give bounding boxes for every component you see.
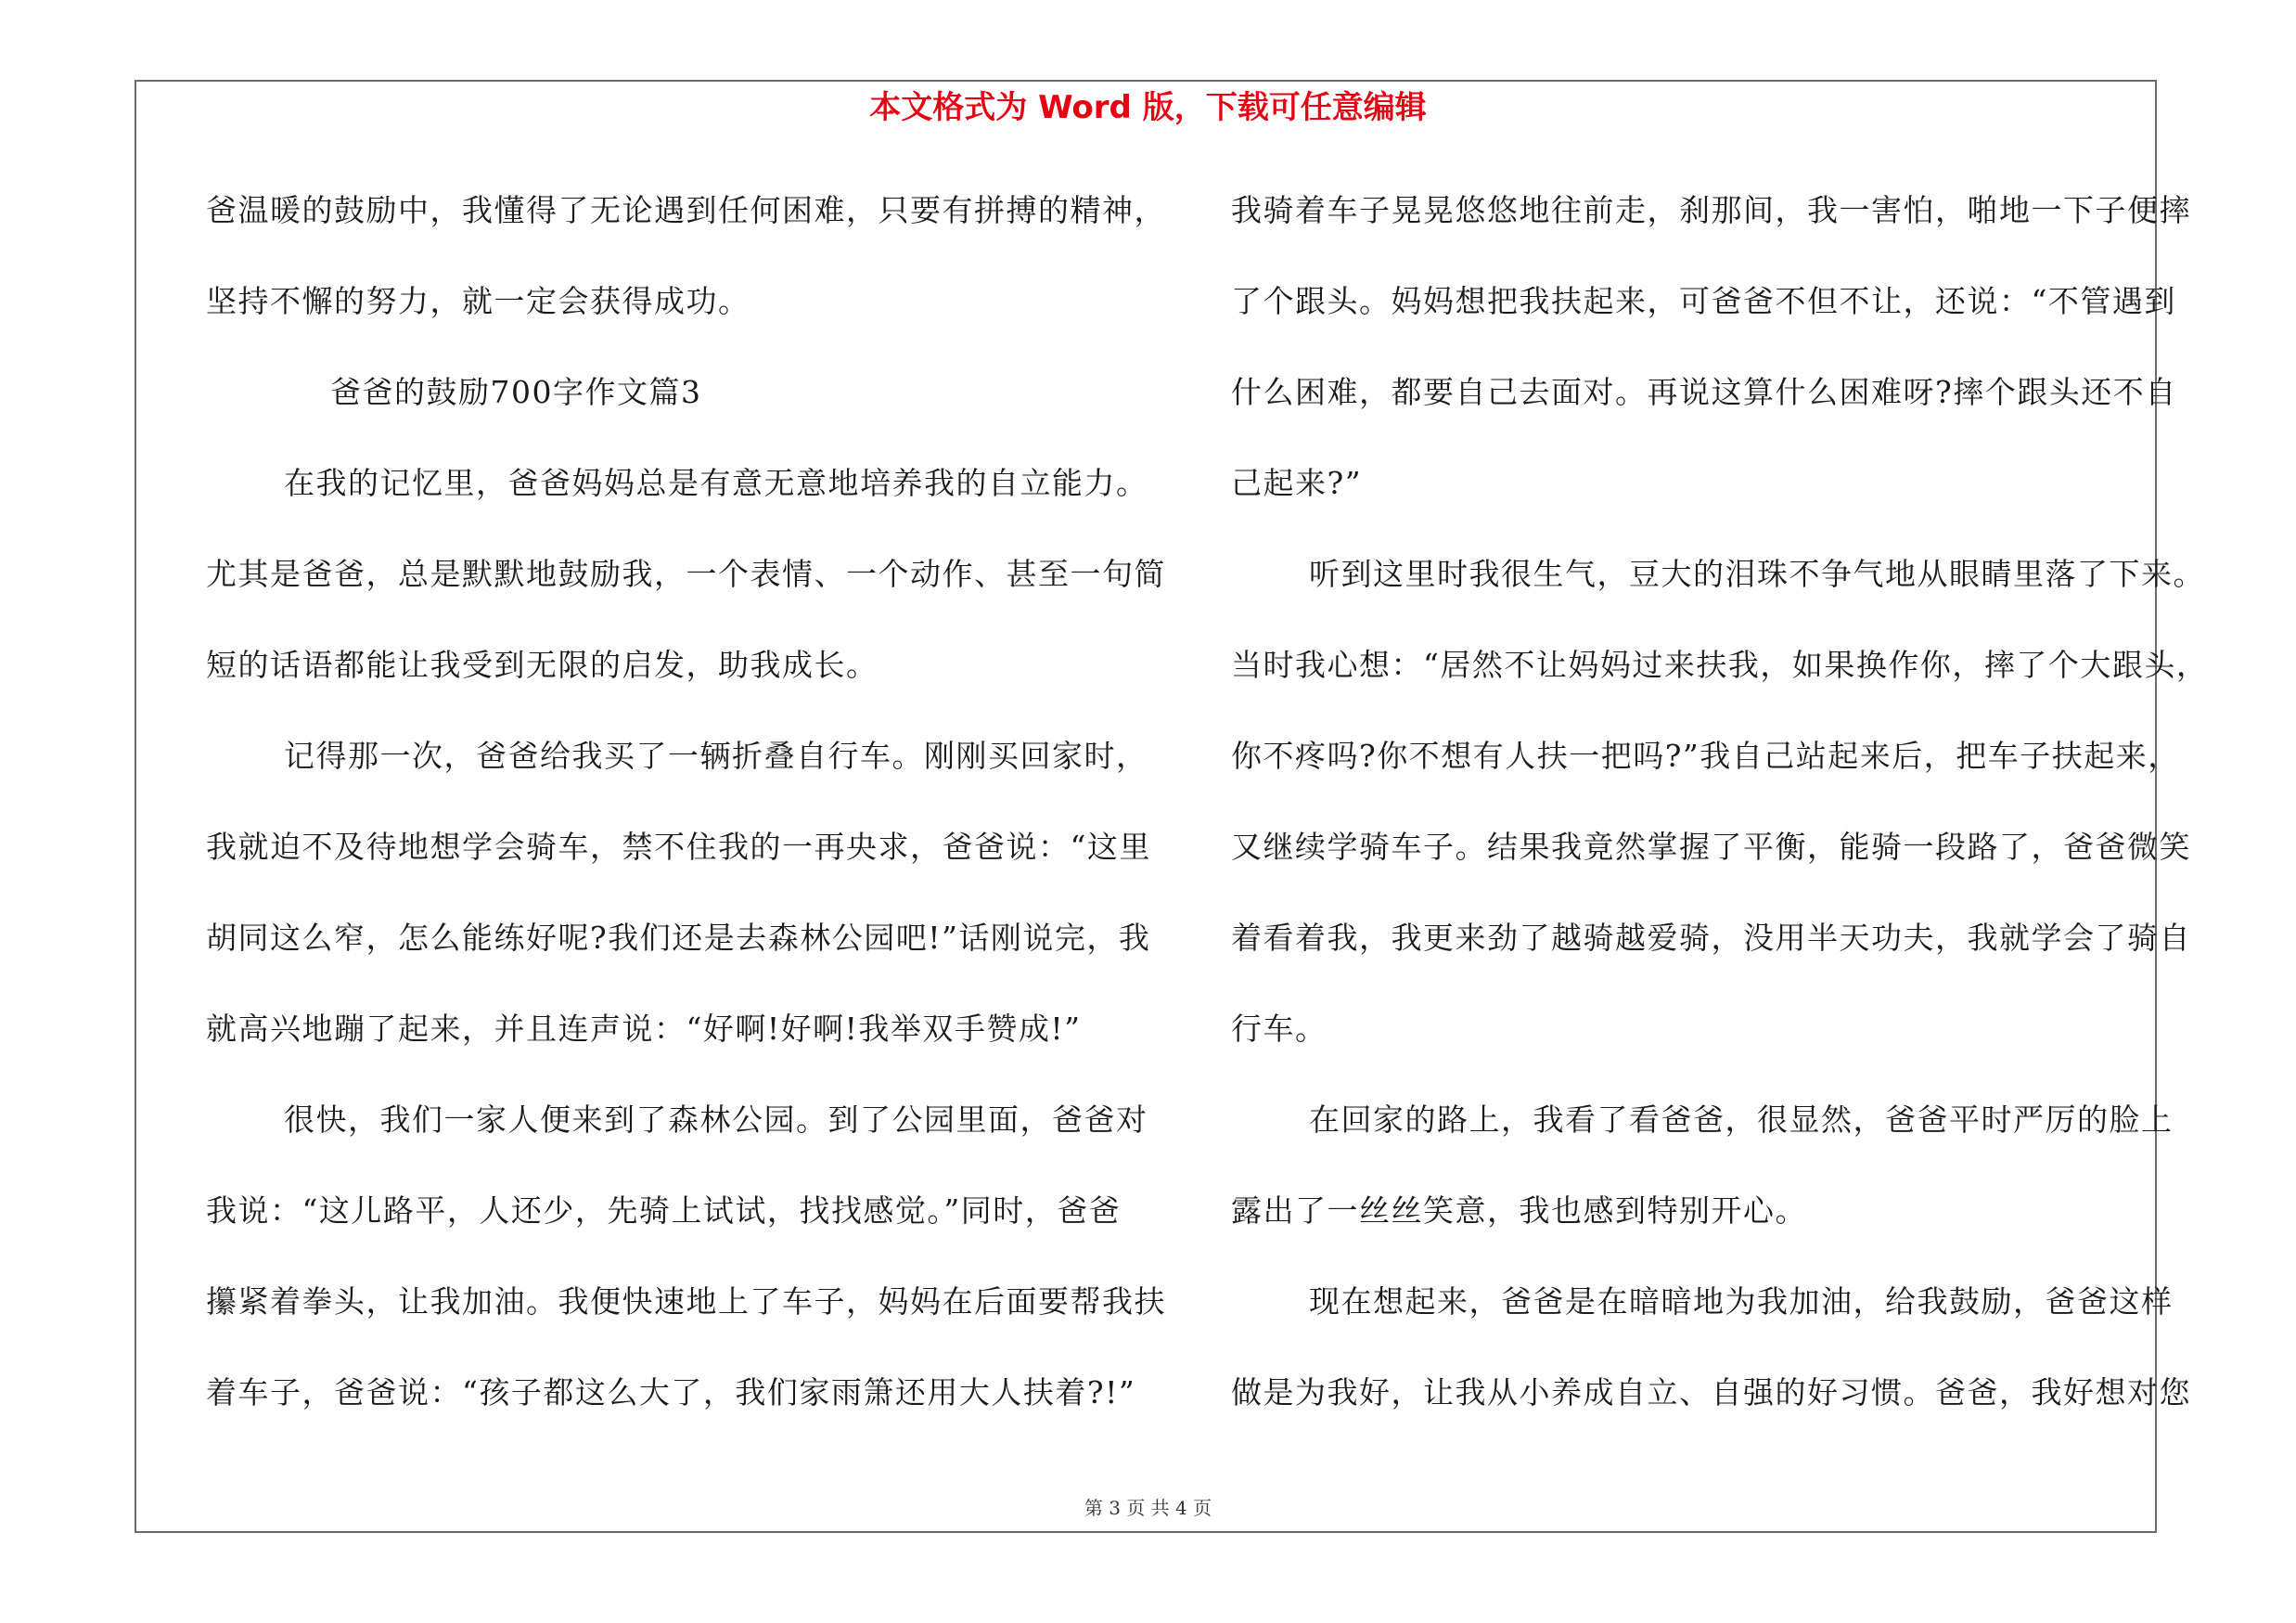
- body-line: 着车子，爸爸说：“孩子都这么大了，我们家雨箫还用大人扶着?!”: [206, 1374, 1136, 1410]
- body-line: 就高兴地蹦了起来，并且连声说：“好啊!好啊!我举双手赞成!”: [206, 1011, 1082, 1047]
- body-line: 胡同这么窄，怎么能练好呢?我们还是去森林公园吧!”话刚说完，我: [206, 920, 1151, 956]
- paragraph-start-line: 在回家的路上，我看了看爸爸，很显然，爸爸平时严厉的脸上: [1309, 1101, 2174, 1138]
- body-line: 我骑着车子晃晃悠悠地往前走，刹那间，我一害怕，啪地一下子便摔: [1231, 192, 2191, 228]
- body-line: 做是为我好，让我从小养成自立、自强的好习惯。爸爸，我好想对您: [1231, 1374, 2191, 1410]
- paragraph-start-line: 在我的记忆里，爸爸妈妈总是有意无意地培养我的自立能力。: [284, 465, 1148, 501]
- body-line: 又继续学骑车子。结果我竟然掌握了平衡，能骑一段路了，爸爸微笑: [1231, 829, 2191, 865]
- body-line: 攥紧着拳头，让我加油。我便快速地上了车子，妈妈在后面要帮我扶: [206, 1283, 1166, 1320]
- body-line: 我就迫不及待地想学会骑车，禁不住我的一再央求，爸爸说：“这里: [206, 829, 1151, 865]
- body-line: 什么困难，都要自己去面对。再说这算什么困难呀?摔个跟头还不自: [1231, 374, 2177, 410]
- body-line: 短的话语都能让我受到无限的启发，助我成长。: [206, 647, 879, 683]
- body-line: 着看着我，我更来劲了越骑越爱骑，没用半天功夫，我就学会了骑自: [1231, 920, 2191, 956]
- paragraph-start-line: 现在想起来，爸爸是在暗暗地为我加油，给我鼓励，爸爸这样: [1309, 1283, 2174, 1320]
- body-line: 爸温暖的鼓励中，我懂得了无论遇到任何困难，只要有拼搏的精神，: [206, 192, 1166, 228]
- body-line: 你不疼吗?你不想有人扶一把吗?”我自己站起来后，把车子扶起来，: [1231, 738, 2180, 774]
- format-notice-banner: 本文格式为 Word 版，下载可任意编辑: [869, 89, 1427, 126]
- body-line: 了个跟头。妈妈想把我扶起来，可爸爸不但不让，还说：“不管遇到: [1231, 283, 2176, 319]
- section-heading: 爸爸的鼓励700字作文篇3: [330, 374, 702, 410]
- body-line: 坚持不懈的努力，就一定会获得成功。: [206, 283, 750, 319]
- paragraph-start-line: 听到这里时我很生气，豆大的泪珠不争气地从眼睛里落了下来。: [1309, 556, 2205, 592]
- left-text-column: [206, 183, 1166, 1456]
- body-line: 己起来?”: [1231, 465, 1363, 501]
- page-number-footer: 第 3 页 共 4 页: [1084, 1497, 1212, 1519]
- body-line: 露出了一丝丝笑意，我也感到特别开心。: [1231, 1192, 1807, 1229]
- body-line: 当时我心想：“居然不让妈妈过来扶我，如果换作你，摔了个大跟头，: [1231, 647, 2209, 683]
- body-line: 行车。: [1231, 1011, 1328, 1047]
- body-line: 尤其是爸爸，总是默默地鼓励我，一个表情、一个动作、甚至一句简: [206, 556, 1166, 592]
- body-line: 我说：“这儿路平，人还少，先骑上试试，找找感觉。”同时，爸爸: [206, 1192, 1122, 1229]
- right-text-column: [1231, 183, 2209, 1456]
- paragraph-start-line: 记得那一次，爸爸给我买了一辆折叠自行车。刚刚买回家时，: [284, 738, 1148, 774]
- paragraph-start-line: 很快，我们一家人便来到了森林公园。到了公园里面，爸爸对: [284, 1101, 1148, 1138]
